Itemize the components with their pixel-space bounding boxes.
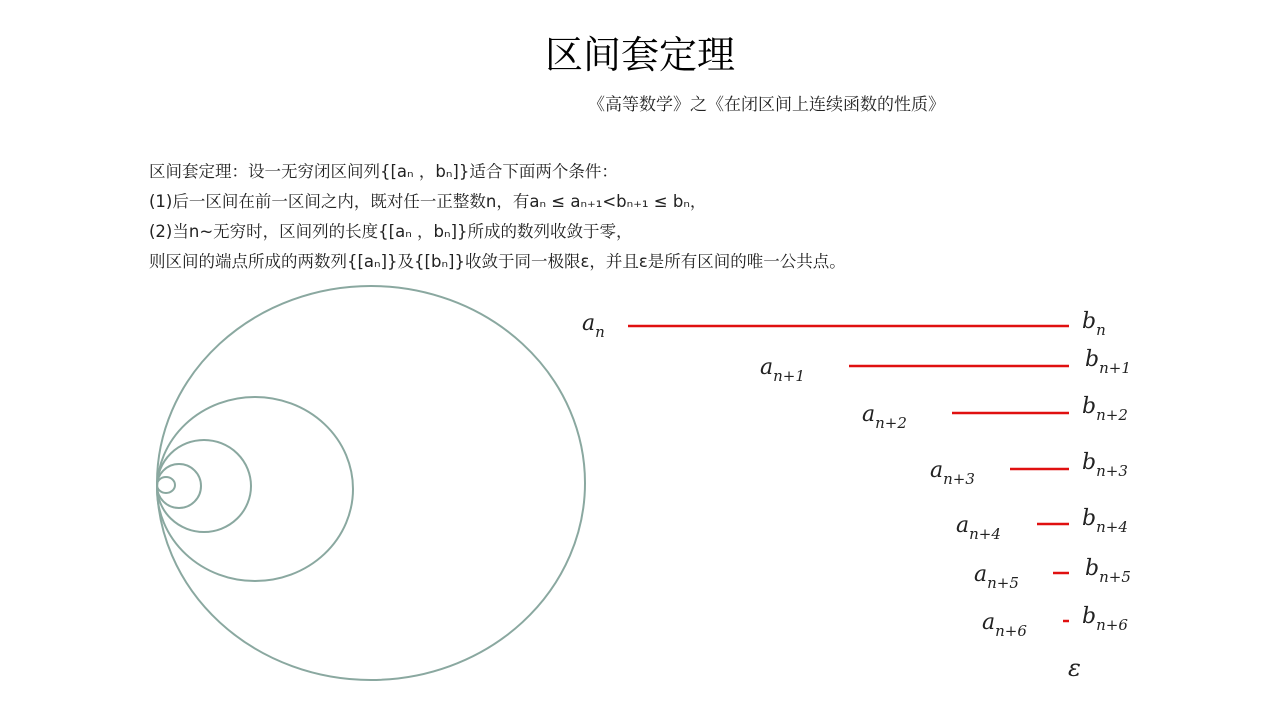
right-endpoint-label: $b_{n+1}$ <box>1085 347 1131 377</box>
left-endpoint-label: $a_{n+1}$ <box>760 355 805 385</box>
limit-epsilon: ε <box>1068 654 1081 682</box>
left-endpoint-label: $a_{n+5}$ <box>974 562 1019 592</box>
circle <box>157 397 353 581</box>
left-endpoint-label: $a_n$ <box>582 311 605 341</box>
left-endpoint-label: $a_{n+6}$ <box>982 610 1027 640</box>
theorem-line: (1)后一区间在前一区间之内，既对任一正整数n，有aₙ ≤ aₙ₊₁<bₙ₊₁ ≤ bₙ， <box>149 192 707 211</box>
circle <box>157 464 201 508</box>
right-endpoint-label: $b_{n+2}$ <box>1082 394 1128 424</box>
nested-circles <box>157 286 585 680</box>
left-endpoint-label: $a_{n+4}$ <box>956 513 1001 543</box>
right-endpoint-label: $b_n$ <box>1082 309 1106 339</box>
right-endpoint-label: $b_{n+6}$ <box>1082 604 1128 634</box>
slide-subtitle: 《高等数学》之《在闭区间上连续函数的性质》 <box>588 95 945 115</box>
left-endpoint-label: $a_{n+3}$ <box>930 458 975 488</box>
theorem-line: (2)当n~无穷时，区间列的长度{[aₙ ，bₙ]}所成的数列收敛于零， <box>149 222 633 241</box>
left-endpoint-label: $a_{n+2}$ <box>862 402 907 432</box>
circle <box>157 477 175 493</box>
circle <box>157 286 585 680</box>
theorem-line: 区间套定理：设一无穷闭区间列{[aₙ ，bₙ]}适合下面两个条件： <box>149 162 618 181</box>
theorem-line: 则区间的端点所成的两数列{[aₙ]}及{[bₙ]}收敛于同一极限ε，并且ε是所有区间的唯一公共点。 <box>149 252 846 271</box>
right-endpoint-label: $b_{n+4}$ <box>1082 506 1128 536</box>
circle <box>157 440 251 532</box>
right-endpoint-label: $b_{n+3}$ <box>1082 450 1128 480</box>
right-endpoint-label: $b_{n+5}$ <box>1085 556 1131 586</box>
slide-title: 区间套定理 <box>544 33 735 77</box>
